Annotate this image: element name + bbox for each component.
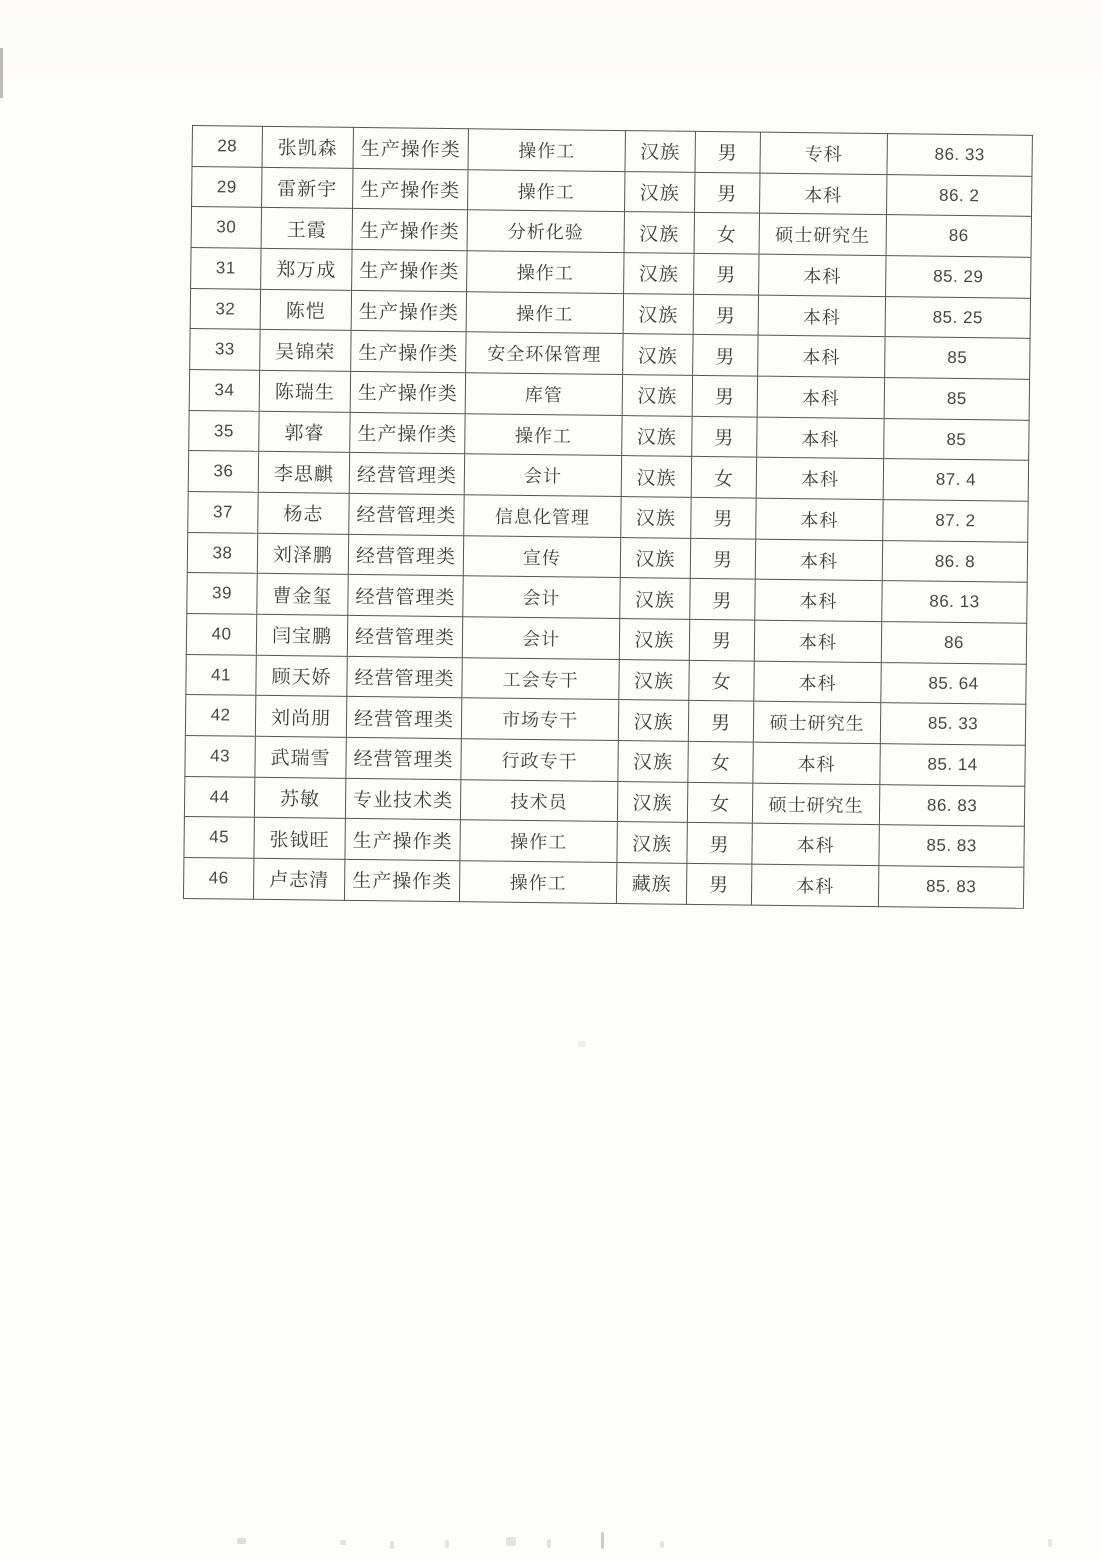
name-cell: 曹金玺 (257, 574, 348, 616)
education-cell: 硕士研究生 (752, 783, 879, 825)
position-cell: 操作工 (468, 129, 625, 172)
gender-cell: 男 (687, 823, 752, 864)
position-cell: 宣传 (463, 535, 620, 578)
no-cell: 39 (187, 573, 257, 614)
score-cell: 85 (884, 418, 1029, 460)
education-cell: 本科 (755, 539, 882, 581)
position-cell: 行政专干 (461, 739, 618, 782)
name-cell: 杨志 (258, 492, 349, 534)
name-cell: 张钺旺 (254, 818, 345, 860)
ethnicity-cell: 汉族 (619, 619, 689, 660)
category-cell: 经营管理类 (346, 697, 461, 739)
education-cell: 本科 (758, 335, 885, 377)
category-cell: 经营管理类 (348, 575, 463, 617)
position-cell: 操作工 (468, 169, 625, 212)
position-cell: 信息化管理 (464, 495, 621, 538)
scan-speck (390, 1541, 394, 1549)
position-cell: 操作工 (466, 291, 623, 334)
ethnicity-cell: 汉族 (621, 497, 691, 538)
no-cell: 31 (191, 248, 261, 289)
name-cell: 郑万成 (261, 248, 352, 290)
score-cell: 85. 64 (881, 662, 1026, 704)
name-cell: 吴锦荣 (260, 330, 351, 372)
scan-edge-artifact (0, 48, 3, 98)
scan-speck (237, 1538, 246, 1544)
name-cell: 顾天娇 (256, 655, 347, 697)
position-cell: 操作工 (467, 251, 624, 294)
ethnicity-cell: 汉族 (618, 741, 688, 782)
score-cell: 85. 83 (879, 825, 1024, 867)
gender-cell: 男 (692, 416, 757, 457)
category-cell: 生产操作类 (344, 859, 459, 901)
name-cell: 刘尚朋 (255, 696, 346, 738)
gender-cell: 男 (693, 294, 758, 335)
education-cell: 本科 (760, 173, 887, 215)
ethnicity-cell: 汉族 (621, 456, 691, 497)
ethnicity-cell: 汉族 (625, 131, 695, 172)
name-cell: 苏敏 (254, 777, 345, 819)
no-cell: 37 (188, 492, 258, 533)
name-cell: 王霞 (261, 208, 352, 250)
no-cell: 46 (183, 858, 253, 899)
table-row (183, 858, 1023, 908)
score-cell: 86. 2 (886, 174, 1031, 216)
no-cell: 32 (190, 288, 260, 329)
score-cell: 85 (885, 337, 1030, 379)
scan-speck (660, 1541, 664, 1548)
no-cell: 44 (184, 776, 254, 817)
position-cell: 操作工 (459, 861, 616, 904)
position-cell: 市场专干 (461, 698, 618, 741)
education-cell: 本科 (756, 458, 883, 500)
score-cell: 85. 14 (880, 744, 1025, 786)
no-cell: 42 (185, 695, 255, 736)
ethnicity-cell: 汉族 (617, 822, 687, 863)
score-cell: 85. 25 (885, 296, 1030, 338)
education-cell: 硕士研究生 (759, 213, 886, 255)
name-cell: 郭睿 (259, 411, 350, 453)
education-cell: 本科 (757, 376, 884, 418)
name-cell: 张凯森 (262, 126, 353, 168)
gender-cell: 男 (694, 253, 759, 294)
score-cell: 87. 4 (883, 459, 1028, 501)
no-cell: 30 (191, 207, 261, 248)
score-cell: 86. 33 (887, 134, 1032, 176)
position-cell: 操作工 (460, 820, 617, 863)
score-cell: 85. 29 (886, 256, 1031, 298)
category-cell: 生产操作类 (345, 819, 460, 861)
category-cell: 生产操作类 (353, 168, 468, 210)
category-cell: 经营管理类 (349, 493, 464, 535)
education-cell: 本科 (754, 661, 881, 703)
gender-cell: 男 (692, 375, 757, 416)
roster-table-wrap (183, 125, 1033, 909)
gender-cell: 女 (691, 457, 756, 498)
no-cell: 41 (186, 654, 256, 695)
position-cell: 技术员 (460, 779, 617, 822)
category-cell: 生产操作类 (350, 412, 465, 454)
no-cell: 38 (187, 532, 257, 573)
education-cell: 本科 (758, 295, 885, 337)
name-cell: 雷新宇 (262, 167, 353, 209)
category-cell: 经营管理类 (346, 737, 461, 779)
name-cell: 武瑞雪 (255, 736, 346, 778)
education-cell: 本科 (756, 498, 883, 540)
score-cell: 86 (886, 215, 1031, 257)
position-cell: 分析化验 (467, 210, 624, 253)
gender-cell: 男 (695, 131, 760, 172)
gender-cell: 男 (690, 579, 755, 620)
ethnicity-cell: 汉族 (622, 415, 692, 456)
score-cell: 85. 33 (880, 703, 1025, 745)
category-cell: 经营管理类 (348, 534, 463, 576)
education-cell: 本科 (752, 824, 879, 866)
no-cell: 34 (189, 370, 259, 411)
category-cell: 生产操作类 (350, 371, 465, 413)
no-cell: 43 (185, 736, 255, 777)
name-cell: 刘泽鹏 (257, 533, 348, 575)
category-cell: 经营管理类 (347, 615, 462, 657)
ethnicity-cell: 汉族 (618, 700, 688, 741)
gender-cell: 女 (689, 660, 754, 701)
no-cell: 29 (192, 166, 262, 207)
ethnicity-cell: 汉族 (617, 781, 687, 822)
category-cell: 经营管理类 (349, 453, 464, 495)
position-cell: 会计 (463, 576, 620, 619)
education-cell: 本科 (754, 620, 881, 662)
gender-cell: 女 (688, 741, 753, 782)
education-cell: 本科 (757, 417, 884, 459)
education-cell: 本科 (753, 742, 880, 784)
score-cell: 87. 2 (883, 500, 1028, 542)
scan-speck (547, 1539, 551, 1548)
ethnicity-cell: 汉族 (623, 334, 693, 375)
table-body (183, 126, 1032, 909)
ethnicity-cell: 汉族 (625, 171, 695, 212)
education-cell: 专科 (760, 132, 887, 174)
scan-speck (445, 1540, 449, 1548)
score-cell: 85 (884, 378, 1029, 420)
gender-cell: 男 (695, 172, 760, 213)
gender-cell: 男 (693, 335, 758, 376)
ethnicity-cell: 汉族 (624, 212, 694, 253)
category-cell: 专业技术类 (345, 778, 460, 820)
position-cell: 会计 (462, 617, 619, 660)
ethnicity-cell: 藏族 (616, 863, 686, 904)
score-cell: 86 (881, 622, 1026, 664)
no-cell: 35 (189, 410, 259, 451)
category-cell: 经营管理类 (347, 656, 462, 698)
roster-table (183, 125, 1033, 909)
gender-cell: 男 (691, 497, 756, 538)
ethnicity-cell: 汉族 (624, 253, 694, 294)
ethnicity-cell: 汉族 (620, 537, 690, 578)
ethnicity-cell: 汉族 (622, 375, 692, 416)
position-cell: 安全环保管理 (466, 332, 623, 375)
ethnicity-cell: 汉族 (620, 578, 690, 619)
education-cell: 本科 (751, 864, 878, 906)
position-cell: 操作工 (465, 413, 622, 456)
scan-speck (1048, 1539, 1052, 1547)
scan-speck (578, 1041, 586, 1047)
position-cell: 库管 (465, 373, 622, 416)
position-cell: 会计 (464, 454, 621, 497)
scan-speck (340, 1540, 346, 1545)
education-cell: 本科 (755, 580, 882, 622)
gender-cell: 男 (686, 863, 751, 904)
score-cell: 86. 13 (882, 581, 1027, 623)
score-cell: 86. 8 (882, 540, 1027, 582)
name-cell: 陈瑞生 (259, 370, 350, 412)
no-cell: 28 (192, 126, 262, 167)
scan-speck (506, 1537, 516, 1546)
ethnicity-cell: 汉族 (619, 659, 689, 700)
category-cell: 生产操作类 (352, 249, 467, 291)
education-cell: 硕士研究生 (753, 702, 880, 744)
no-cell: 36 (188, 451, 258, 492)
category-cell: 生产操作类 (351, 331, 466, 373)
education-cell: 本科 (759, 254, 886, 296)
category-cell: 生产操作类 (353, 127, 468, 169)
gender-cell: 女 (687, 782, 752, 823)
no-cell: 40 (186, 614, 256, 655)
ethnicity-cell: 汉族 (623, 293, 693, 334)
no-cell: 45 (184, 817, 254, 858)
gender-cell: 女 (694, 213, 759, 254)
name-cell: 闫宝鹏 (256, 614, 347, 656)
name-cell: 陈恺 (260, 289, 351, 331)
name-cell: 卢志清 (253, 858, 344, 900)
name-cell: 李思麒 (258, 452, 349, 494)
scan-speck (601, 1532, 604, 1549)
score-cell: 85. 83 (878, 866, 1023, 908)
position-cell: 工会专干 (462, 657, 619, 700)
score-cell: 86. 83 (879, 784, 1024, 826)
category-cell: 生产操作类 (351, 290, 466, 332)
category-cell: 生产操作类 (352, 209, 467, 251)
gender-cell: 男 (690, 538, 755, 579)
gender-cell: 男 (689, 619, 754, 660)
no-cell: 33 (190, 329, 260, 370)
gender-cell: 男 (688, 701, 753, 742)
